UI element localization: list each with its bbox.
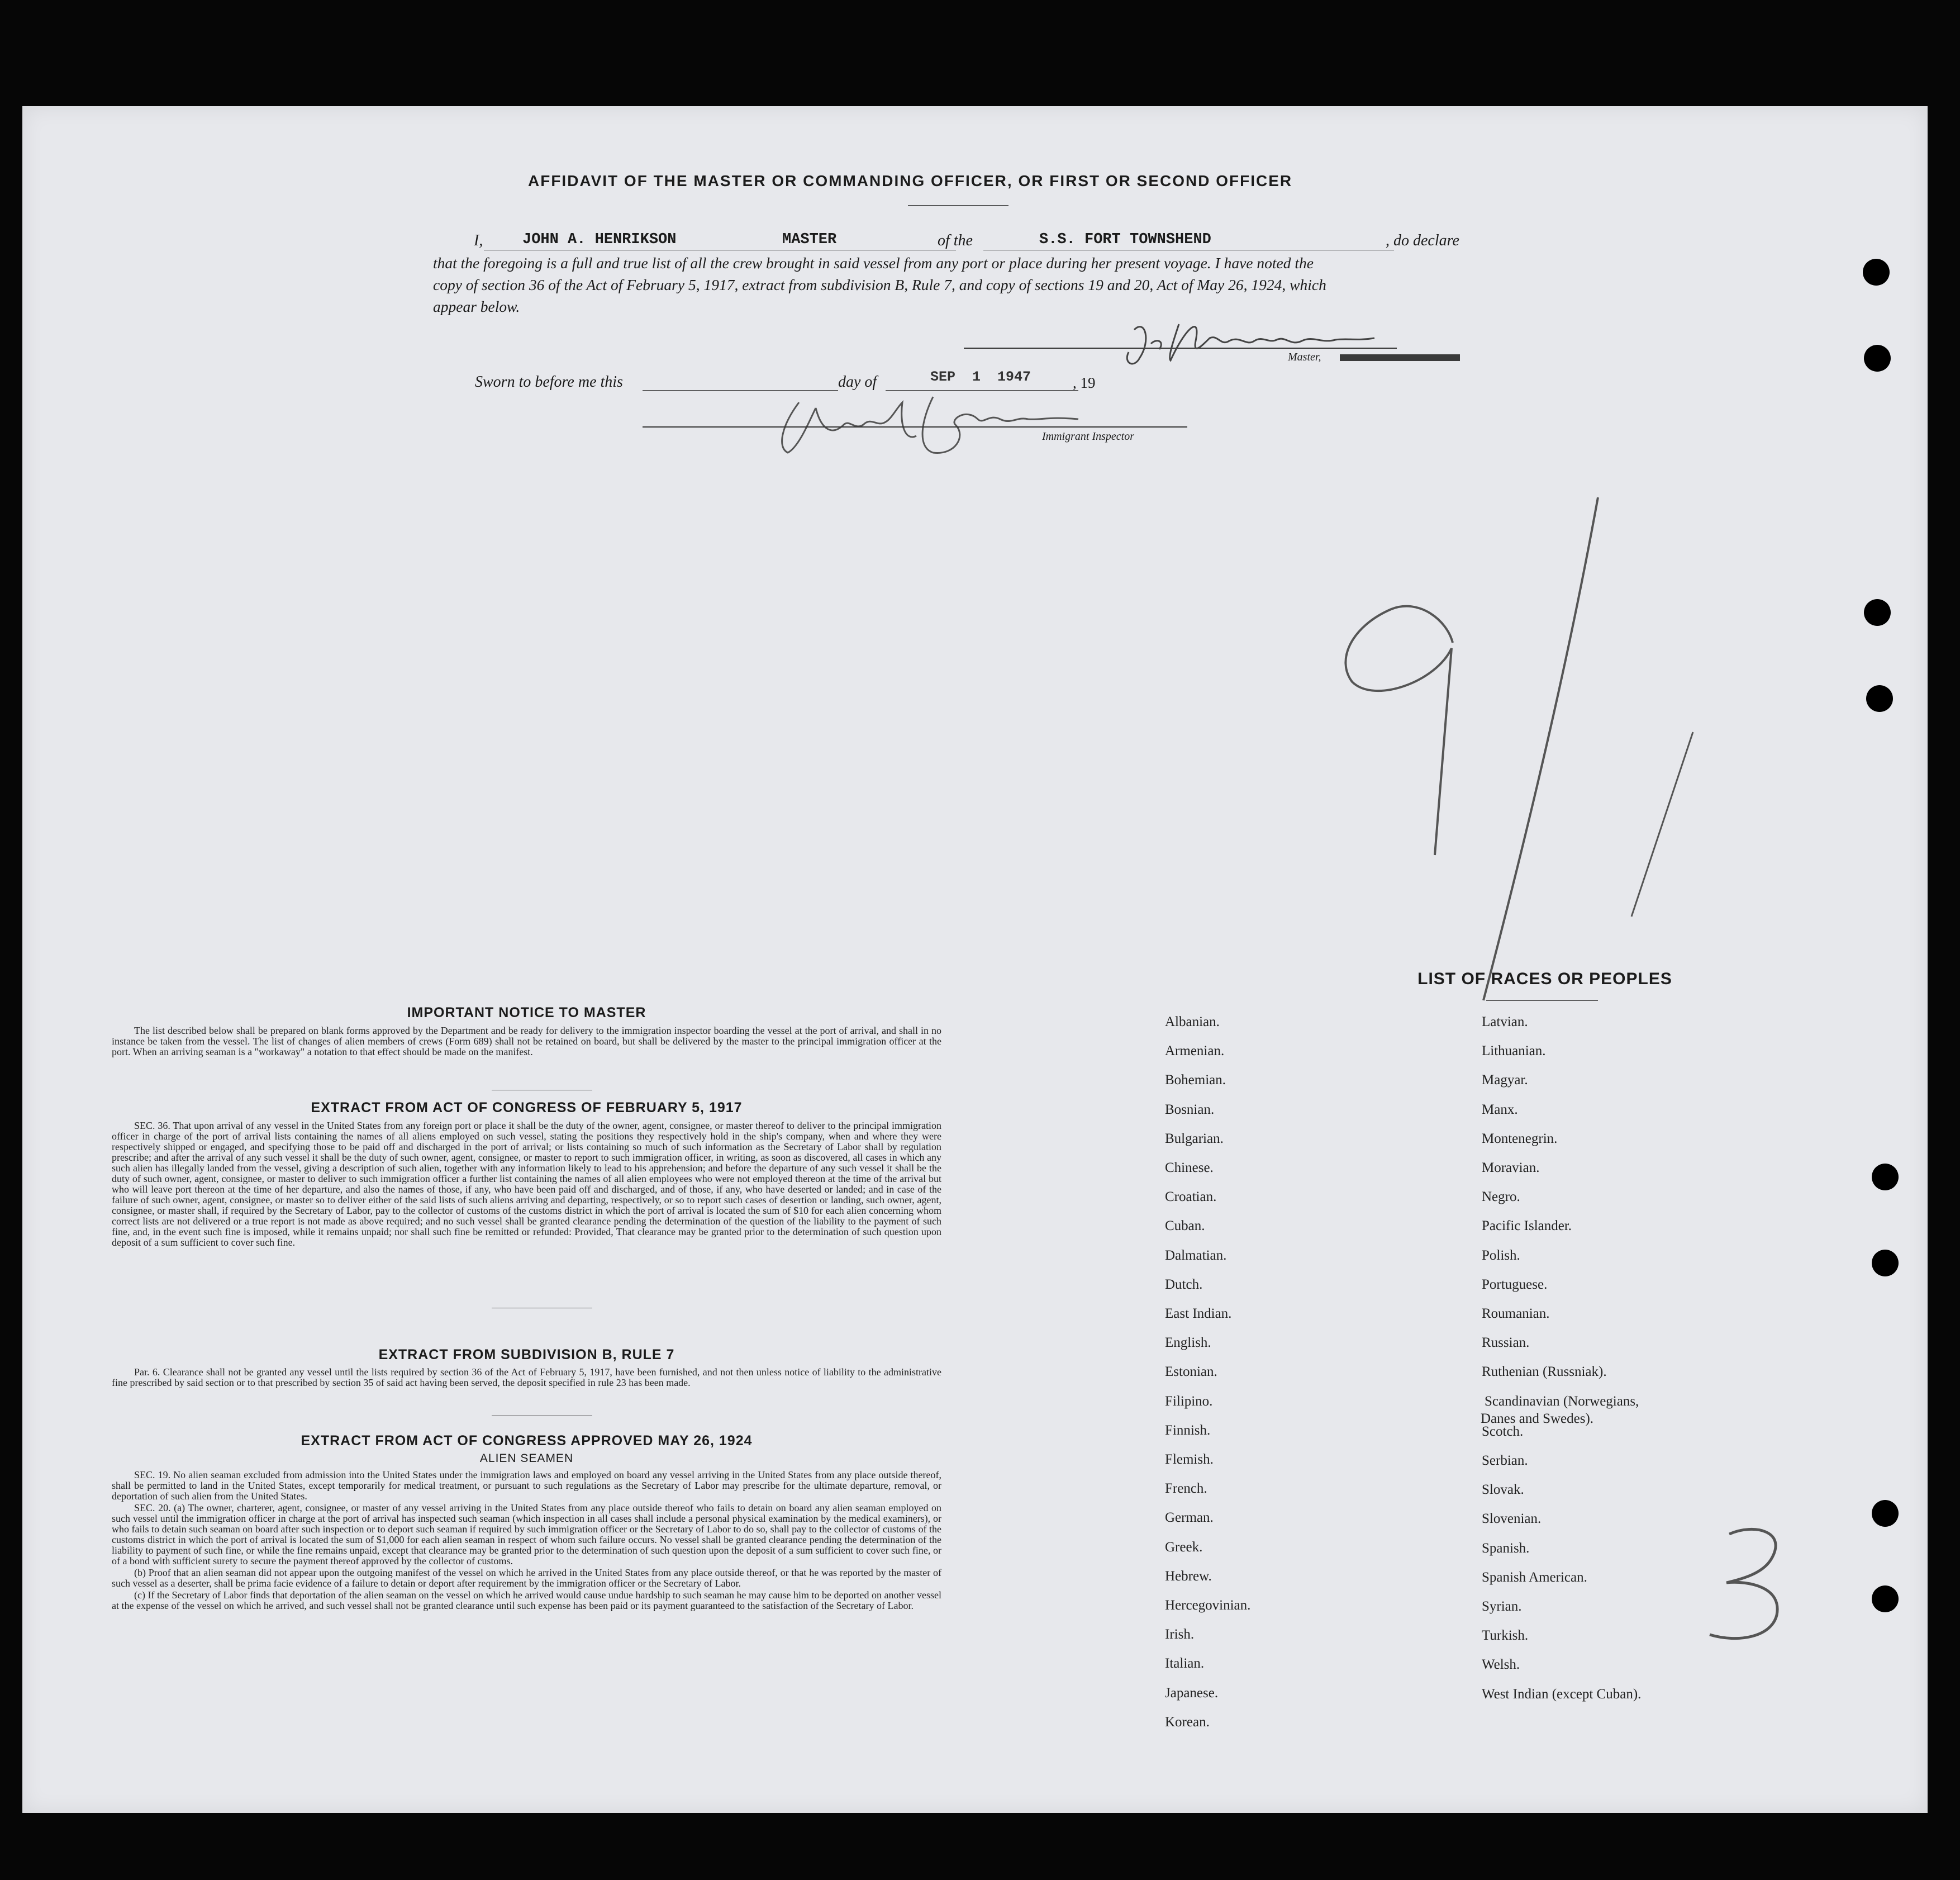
master-caption: Master,	[1288, 351, 1321, 363]
race-item: Magyar.	[1482, 1072, 1528, 1088]
race-item: Filipino.	[1165, 1393, 1213, 1409]
race-item: Latvian.	[1482, 1014, 1528, 1029]
race-scandinavian-continued: Danes and Swedes).	[1481, 1411, 1594, 1426]
race-item: Turkish.	[1482, 1628, 1529, 1644]
number-mark-text	[22, 106, 23, 107]
race-item: Hebrew.	[1165, 1568, 1212, 1584]
race-item: Spanish American.	[1482, 1569, 1587, 1585]
race-item: Pacific Islander.	[1482, 1218, 1572, 1234]
sec20a-paragraph: SEC. 20. (a) The owner, charterer, agent, consignee, or master of any vessel arriving in the United States from any place outside thereof who fails to detain on board any alien seaman employed on such vessel until the immigration officer in charge at the port of arrival has inspected such seaman (which inspection in all cases shall include a personal physical examination by the medical examiners), or who fails to detain such seaman on board after such inspection or to deport such seaman if required by such immigration officer or the Secretary of Labor to do so, shall pay to the collector of customs of the customs district in which the port of arrival is located the sum of $1,000 for each alien seaman in respect of whom such failure occurs. No vessel shall be granted clearance pending the determination of the liability to payment of such fine, or while the fine remains unpaid, except that clearance may be granted prior to the determination of such question upon the deposit of a sum sufficient to cover such fine, or of a bond with sufficient surety to secure the payment thereof approved by the collector of customs.	[112, 1502, 941, 1566]
punch-hole	[1872, 1500, 1899, 1527]
punch-hole	[1864, 345, 1891, 372]
sec20c-paragraph: (c) If the Secretary of Labor finds that deportation of the alien seaman on the vessel on which he arrived would cause undue hardship to such seaman he may cause him to be deported on another vessel at the expense of the vessel on which he arrived, and such vessel shall not be granted clearance until such expense has been paid or its payment guaranteed to the satisfaction of the Secretary of Labor.	[112, 1589, 941, 1611]
race-item: Finnish.	[1165, 1422, 1211, 1438]
race-item: East Indian.	[1165, 1306, 1232, 1321]
race-item: Albanian.	[1165, 1014, 1220, 1029]
race-item: Welsh.	[1482, 1657, 1520, 1673]
handwritten-page-mark	[1307, 486, 1710, 1017]
race-item: Dalmatian.	[1165, 1247, 1227, 1263]
sec36-paragraph: SEC. 36. That upon arrival of any vessel in the United States from any foreign port or place it shall be the duty of the owner, agent, consignee, or master thereof to deliver to the principal immigration officer in charge of the port of arrival lists containing the names of all aliens employed on such vessel, stating the positions they respectively hold in the ship's company, when and where they were respectively shipped or engaged, and specifying those to be paid off and discharged in the port of arrival; or lists containing so much of such information as the Secretary of Labor shall by regulation prescribe; and after the arrival of any such vessel it shall be the duty of such owner, agent, consignee, or master to report to such immigration officer, in writing, as soon as discovered, all cases in which any such alien has illegally landed from the vessel, giving a description of such alien, together with any information likely to lead to his apprehension; and before the departure of any such vessel it shall be the duty of such owner, agent, consignee, or master to deliver to such immigration officer a further list containing the names of all alien employees who were not employed thereon at the time of the arrival but who will leave port thereon at the time of her departure, and also the names of those, if any, who have been paid off and discharged, and of those, if any, who have deserted or landed; and in case of the failure of such owner, agent, consignee, or master so to deliver either of the said lists of such aliens arriving and departing, respectively, or so to report such cases of desertion or landing, such owner, agent, consignee, or master shall, if required by the Secretary of Labor, pay to the collector of customs of the customs district in which the port of arrival is located the sum of $10 for each alien concerning whom correct lists are not delivered or a true report is not made as above required; and no such vessel shall be granted clearance pending the determination of the question of the liability to the payment of such fine, and, in the event such fine is imposed, while it remains unpaid; nor shall such fine be remitted or refunded: Provided, That clearance may be granted prior to the determination of such question upon deposit of a sum sufficient to cover such fine.	[112, 1120, 941, 1248]
affidavit-heading: AFFIDAVIT OF THE MASTER OR COMMANDING OFFICER, OR FIRST OR SECOND OFFICER	[528, 172, 1293, 189]
race-item: Russian.	[1482, 1335, 1530, 1351]
extract-1924-heading: EXTRACT FROM ACT OF CONGRESS APPROVED MAY 26, 1924	[301, 1433, 753, 1449]
race-item: Manx.	[1482, 1102, 1518, 1117]
sec20b-paragraph: (b) Proof that an alien seaman did not appear upon the outgoing manifest of the vessel on which he arrived in the United States from any place outside thereof, or that he was reported by the master of such vessel as a deserter, shall be prima facie evidence of a failure to detain or deport after requirement by the immigration officer or the Secretary of Labor.	[112, 1567, 941, 1589]
notice-text	[112, 1026, 941, 1058]
race-item: Korean.	[1165, 1714, 1210, 1730]
day-of-label: day of	[838, 373, 877, 391]
i-label: I,	[474, 232, 483, 249]
alien-seamen-heading: ALIEN SEAMEN	[479, 1452, 574, 1465]
handwritten-number-mark	[1699, 1520, 1799, 1649]
race-item: Scotch.	[1482, 1423, 1524, 1439]
date-stamp: SEP 1 1947	[930, 369, 1031, 385]
race-item: Polish.	[1482, 1247, 1520, 1263]
punch-hole	[1872, 1585, 1899, 1612]
race-item: Greek.	[1165, 1539, 1203, 1555]
affidavit-line-3: copy of section 36 of the Act of February 5, 1917, extract from subdivision B, Rule 7, and copy of sections 19 and 20, Act of May 26, 1924, which	[433, 276, 1326, 293]
race-item: French.	[1165, 1481, 1207, 1497]
race-item: Portuguese.	[1482, 1276, 1548, 1292]
race-item: West Indian (except Cuban).	[1482, 1686, 1642, 1702]
races-heading: LIST OF RACES OR PEOPLES	[1417, 970, 1672, 988]
race-item: Hercegovinian.	[1165, 1598, 1251, 1613]
master-signature	[1112, 307, 1414, 380]
extract-1917-text	[112, 1121, 941, 1249]
race-item: Spanish.	[1482, 1540, 1530, 1556]
punch-hole	[1863, 259, 1890, 286]
race-item: Italian.	[1165, 1656, 1205, 1672]
punch-hole	[1866, 685, 1893, 712]
notice-heading: IMPORTANT NOTICE TO MASTER	[407, 1005, 646, 1020]
affidavit-line-4: appear below.	[433, 298, 520, 315]
race-item: Irish.	[1165, 1627, 1195, 1642]
race-item: Cuban.	[1165, 1218, 1205, 1234]
race-item: Slovenian.	[1482, 1511, 1542, 1527]
race-item: Moravian.	[1482, 1160, 1540, 1175]
heading-rule	[908, 205, 1008, 206]
vessel-name: S.S. FORT TOWNSHEND	[1039, 231, 1211, 248]
rule7-heading: EXTRACT FROM SUBDIVISION B, RULE 7	[378, 1347, 675, 1362]
year-prefix: , 19	[1073, 374, 1096, 391]
race-item: Bulgarian.	[1165, 1131, 1224, 1146]
do-declare: , do declare	[1386, 232, 1459, 249]
affidavit-page	[22, 106, 1928, 1813]
affidavit-line-2: that the foregoing is a full and true list of all the crew brought in said vessel from any port or place during her present voyage. I have noted the	[433, 254, 1314, 272]
sworn-label: Sworn to before me this	[475, 373, 623, 391]
par6-paragraph: Par. 6. Clearance shall not be granted any vessel until the lists required by section 36 of the Act of February 5, 1917, have been furnished, and not then unless notice of liability to the administrative fine prescribed by said section or to that prescribed by section 35 of said act having been served, the deposit specified in rule 23 has been made.	[112, 1366, 941, 1388]
inspector-signature-rule	[643, 426, 1187, 428]
race-item: Armenian.	[1165, 1043, 1225, 1059]
master-name: JOHN A. HENRIKSON	[522, 231, 677, 248]
sec19-paragraph: SEC. 19. No alien seaman excluded from admission into the United States under the immigration laws and employed on board any vessel arriving in the United States from any place outside thereof, shall be permitted to land in the United States, except temporarily for medical treatment, or pursuant to such regulations as the Secretary of Labor may prescribe for the ultimate departure, removal, or deportation of such alien from the United States.	[112, 1469, 941, 1502]
race-item: Chinese.	[1165, 1160, 1214, 1175]
of-the-label: of the	[938, 232, 973, 249]
master-rank: MASTER	[782, 231, 837, 248]
punch-hole	[1872, 1250, 1899, 1276]
race-item: English.	[1165, 1335, 1211, 1351]
race-item: Roumanian.	[1482, 1306, 1550, 1321]
race-item: Montenegrin.	[1482, 1131, 1558, 1146]
race-item: German.	[1165, 1510, 1214, 1526]
race-item: Croatian.	[1165, 1189, 1217, 1205]
race-item: Estonian.	[1165, 1364, 1217, 1380]
punch-hole	[1872, 1164, 1899, 1190]
extract-1924-text	[112, 1470, 941, 1612]
inspector-caption: Immigrant Inspector	[1042, 430, 1134, 443]
race-item: Scandinavian (Norwegians,	[1485, 1393, 1639, 1409]
races-rule	[1486, 1000, 1598, 1001]
punch-hole	[1864, 599, 1891, 626]
struck-out-rank	[1340, 354, 1460, 361]
race-item: Bosnian.	[1165, 1102, 1215, 1117]
race-item: Bohemian.	[1165, 1072, 1226, 1088]
race-item: Flemish.	[1165, 1452, 1214, 1467]
race-item: Japanese.	[1165, 1685, 1219, 1701]
rule7-text	[112, 1367, 941, 1389]
race-item: Negro.	[1482, 1189, 1520, 1205]
race-item: Slovak.	[1482, 1482, 1524, 1498]
inspector-signature	[765, 386, 1112, 464]
race-item: Syrian.	[1482, 1599, 1522, 1614]
race-item: Dutch.	[1165, 1276, 1203, 1292]
race-item: Ruthenian (Russniak).	[1482, 1364, 1607, 1380]
notice-paragraph: The list described below shall be prepared on blank forms approved by the Department and be ready for delivery to the immigration inspector boarding the vessel at the port of arrival, and shall in no instance be taken from the vessel. The list of changes of alien members of crews (Form 689) shall not be retained on board, but shall be delivered by the master to the principal immigration officer at the port. When an arriving seaman is a "workaway" a notation to that effect should be made on the manifest.	[112, 1025, 941, 1057]
race-item: Lithuanian.	[1482, 1043, 1546, 1059]
extract-1917-heading: EXTRACT FROM ACT OF CONGRESS OF FEBRUARY 5, 1917	[311, 1100, 743, 1115]
race-item: Serbian.	[1482, 1453, 1528, 1468]
